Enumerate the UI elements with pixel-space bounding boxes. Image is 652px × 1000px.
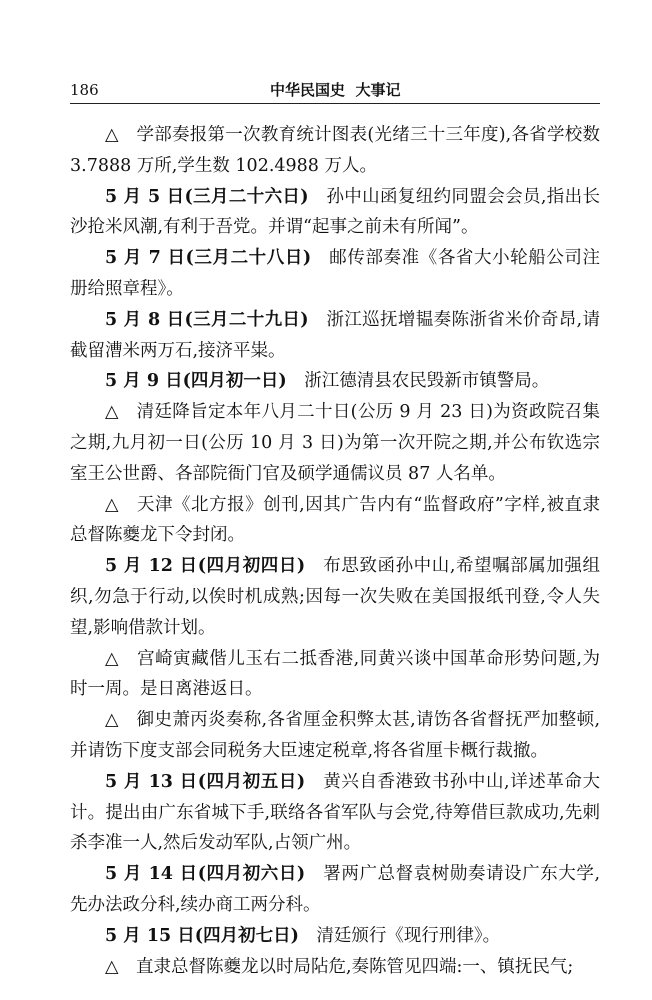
entry-text: 黄兴自香港致书孙中山,详述革命大计。提出由广东省城下手,联络各省军队与会党,待筹借巨款成功,先刺杀李准一人,然后发动军队,占领广州。	[70, 771, 601, 854]
entry-paragraph	[70, 397, 600, 489]
entry-paragraph	[70, 859, 600, 921]
entry-date: 5 月 7 日(三月二十八日)	[105, 248, 312, 269]
triangle-marker: △	[105, 125, 119, 145]
entry-paragraph	[70, 767, 600, 859]
entry-text: 浙江德清县农民毁新市镇警局。	[304, 371, 550, 392]
entry-date: 5 月 14 日(四月初六日)	[105, 864, 306, 885]
entry-text: 御史萧丙炎奏称,各省厘金积弊太甚,请饬各省督抚严加整顿,并请饬下度支部会同税务大臣速定税章,将各省厘卡概行裁撤。	[70, 710, 601, 761]
entry-paragraph	[70, 490, 600, 552]
entry-text: 署两广总督袁树勋奏请设广东大学,先办法政分科,续办商工两分科。	[70, 864, 601, 915]
entry-text: 布思致函孙中山,希望嘱部属加强组织,勿急于行动,以俟时机成熟;因每一次失败在美国报纸刊登,令人失望,影响借款计划。	[70, 556, 601, 638]
entry-date: 5 月 15 日(四月初七日)	[105, 925, 299, 946]
triangle-marker: △	[105, 648, 120, 669]
page-number: 186	[70, 81, 99, 99]
entry-paragraph	[70, 182, 600, 244]
triangle-marker: △	[105, 402, 119, 423]
entry-text: 邮传部奏准《各省大小轮船公司注册给照章程》。	[70, 248, 600, 299]
entry-text: 宫崎寅藏偕儿玉右二抵香港,同黄兴谈中国革命形势问题,为时一周。是日离港返日。	[70, 648, 600, 700]
entry-paragraph	[70, 644, 600, 706]
entry-paragraph	[70, 305, 600, 367]
triangle-marker: △	[105, 710, 119, 731]
triangle-marker: △	[105, 956, 119, 977]
entry-paragraph	[70, 120, 600, 182]
entry-text: 孙中山函复纽约同盟会会员,指出长沙抢米风潮,有利于吾党。并谓“起事之前未有所闻”。	[70, 186, 600, 238]
entry-date: 5 月 9 日(四月初一日)	[105, 371, 287, 392]
running-title: 中华民国史 大事记	[270, 81, 401, 99]
entry-text: 清廷颁行《现行刑律》。	[316, 925, 501, 946]
entry-text: 浙江巡抚增韫奏陈浙省米价奇昂,请截留漕米两万石,接济平粜。	[70, 309, 600, 361]
entry-date: 5 月 13 日(四月初五日)	[105, 771, 306, 792]
entry-text: 学部奏报第一次教育统计图表(光绪三十三年度),各省学校数 3.7888 万所,学生数 102.4988 万人。	[70, 125, 601, 176]
page-header	[70, 80, 600, 102]
entry-paragraph	[70, 952, 600, 983]
entry-date: 5 月 5 日(三月二十六日)	[105, 186, 309, 207]
entry-date: 5 月 12 日(四月初四日)	[105, 556, 306, 577]
entry-text: 直隶总督陈夔龙以时局阽危,奏陈管见四端:一、镇抚民气;	[135, 956, 574, 977]
header-rule	[70, 103, 600, 104]
body-text	[70, 120, 600, 982]
entry-paragraph	[70, 705, 600, 767]
entry-paragraph	[70, 551, 600, 643]
entry-paragraph	[70, 366, 600, 397]
entry-text: 清廷降旨定本年八月二十日(公历 9 月 23 日)为资政院召集之期,九月初一日(公历 10 月 3 日)为第一次开院之期,并公布钦选宗室王公世爵、各部院衙门官及硕学通儒议员 87 人名单。	[70, 402, 600, 484]
entry-paragraph	[70, 243, 600, 305]
entry-text: 天津《北方报》创刊,因其广告内有“监督政府”字样,被直隶总督陈夔龙下令封闭。	[70, 494, 600, 546]
triangle-marker: △	[105, 494, 119, 515]
entry-paragraph	[70, 921, 600, 952]
entry-date: 5 月 8 日(三月二十九日)	[105, 309, 309, 330]
